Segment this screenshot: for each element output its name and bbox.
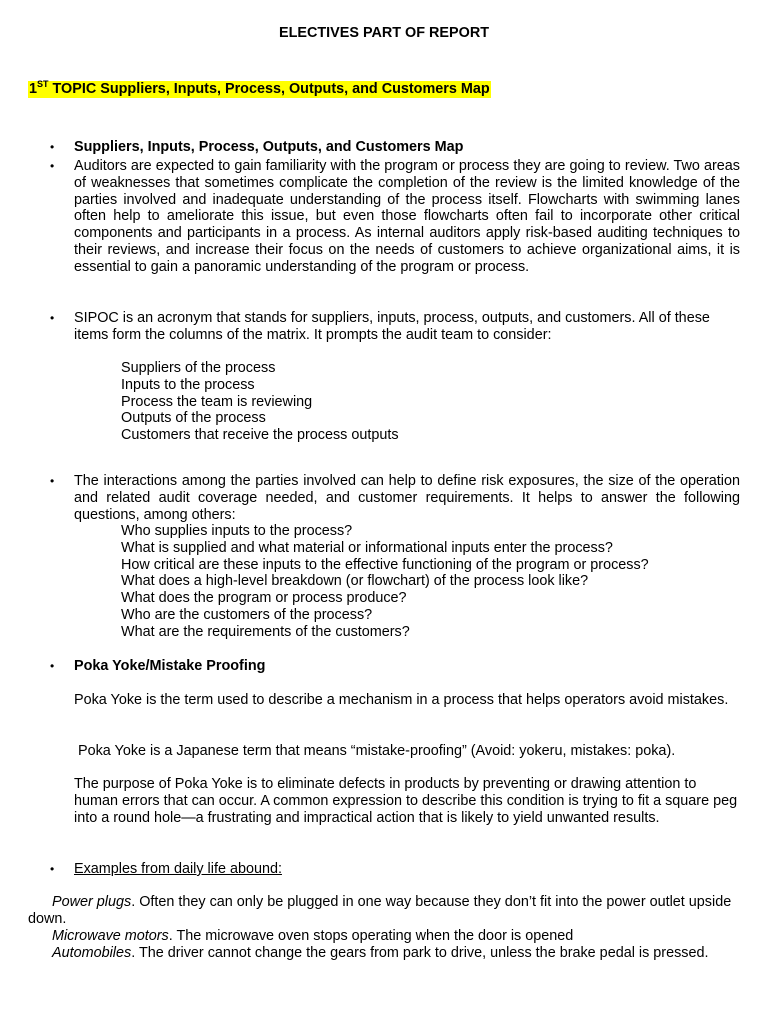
bullet-icon: • — [50, 659, 55, 673]
list-item: What does a high-level breakdown (or flowchart) of the process look like? — [121, 573, 589, 590]
list-item: What is supplied and what material or informational inputs enter the process? — [121, 539, 613, 556]
bullet-icon: • — [50, 140, 55, 154]
topic-superscript: ST — [37, 79, 49, 89]
list-item: Who supplies inputs to the process? — [121, 523, 353, 539]
list-item: Customers that receive the process outputs — [121, 427, 399, 444]
poka-yoke-paragraph-1: Poka Yoke is the term used to describe a mechanism in a process that helps operators avoid mistakes. — [74, 692, 729, 708]
example-label: Automobiles — [52, 945, 132, 961]
topic-heading — [28, 81, 491, 98]
bullet-icon: • — [50, 159, 55, 173]
topic-number: 1 — [29, 81, 38, 97]
example-microwave-motors — [28, 928, 740, 945]
list-item: What does the program or process produce? — [121, 590, 407, 607]
bullet-paragraph: SIPOC is an acronym that stands for suppliers, inputs, process, outputs, and customers. All of these items form the columns of the matrix. It prompts the audit team to consider: — [74, 310, 710, 343]
bullet-paragraph: Auditors are expected to gain familiarity with the program or process they are going to review. Two areas of weaknesses that sometimes complicate the completion of the review is the limited knowledge of the parties involved and inadequate understanding of the process itself. Flowcharts with swimming lanes often help to ameliorate this issue, but even those flowcharts often fail to incorporate other critical components and participants in a process. As internal auditors apply risk-based auditing techniques to their reviews, and increase their focus on the needs of customers to achieve organizational aims, it is essential to gain a panoramic understanding of the program or process. — [74, 158, 740, 275]
example-label: Microwave motors — [52, 928, 169, 944]
poka-yoke-paragraph-3: The purpose of Poka Yoke is to eliminate defects in products by preventing or drawing attention to human errors that can occur. A common expression to describe this condition is trying to fit a square peg into a round hole—a frustrating and impractical action that is likely to yield unwanted results. — [74, 776, 738, 826]
list-item: Inputs to the process — [121, 376, 255, 393]
example-automobiles — [28, 945, 740, 962]
question-list — [121, 523, 741, 641]
list-item: Process the team is reviewing — [121, 393, 313, 410]
topic-text: TOPIC Suppliers, Inputs, Process, Outputs, and Customers Map — [48, 81, 490, 97]
bullet-icon: • — [50, 862, 55, 876]
bullet-heading: Examples from daily life abound: — [74, 861, 282, 877]
example-text: . The microwave oven stops operating when the door is opened — [168, 928, 574, 944]
example-power-plugs — [28, 894, 740, 928]
bullet-heading: Poka Yoke/Mistake Proofing — [74, 658, 266, 674]
bullet-paragraph: The interactions among the parties involved can help to define risk exposures, the size of the operation and related audit coverage needed, and customer requirements. It helps to answer the following questions, among others: — [74, 473, 740, 523]
poka-yoke-paragraph-2: Poka Yoke is a Japanese term that means “mistake-proofing” (Avoid: yokeru, mistakes: poka). — [74, 743, 676, 759]
list-item: Who are the customers of the process? — [121, 606, 373, 623]
list-item: Suppliers of the process — [121, 360, 276, 376]
list-item: What are the requirements of the customers? — [121, 623, 410, 640]
example-text: . The driver cannot change the gears from park to drive, unless the brake pedal is pressed. — [131, 945, 709, 961]
example-label: Power plugs — [52, 894, 132, 910]
bullet-icon: • — [50, 474, 55, 488]
example-text: . Often they can only be plugged in one way because they don’t fit into the power outlet upside down. — [28, 894, 732, 927]
sipoc-item-list — [121, 360, 741, 444]
page-title: ELECTIVES PART OF REPORT — [278, 25, 489, 41]
bullet-heading: Suppliers, Inputs, Process, Outputs, and Customers Map — [74, 139, 464, 155]
list-item: Outputs of the process — [121, 410, 266, 427]
bullet-icon: • — [50, 311, 55, 325]
list-item: How critical are these inputs to the effective functioning of the program or process? — [121, 556, 649, 573]
